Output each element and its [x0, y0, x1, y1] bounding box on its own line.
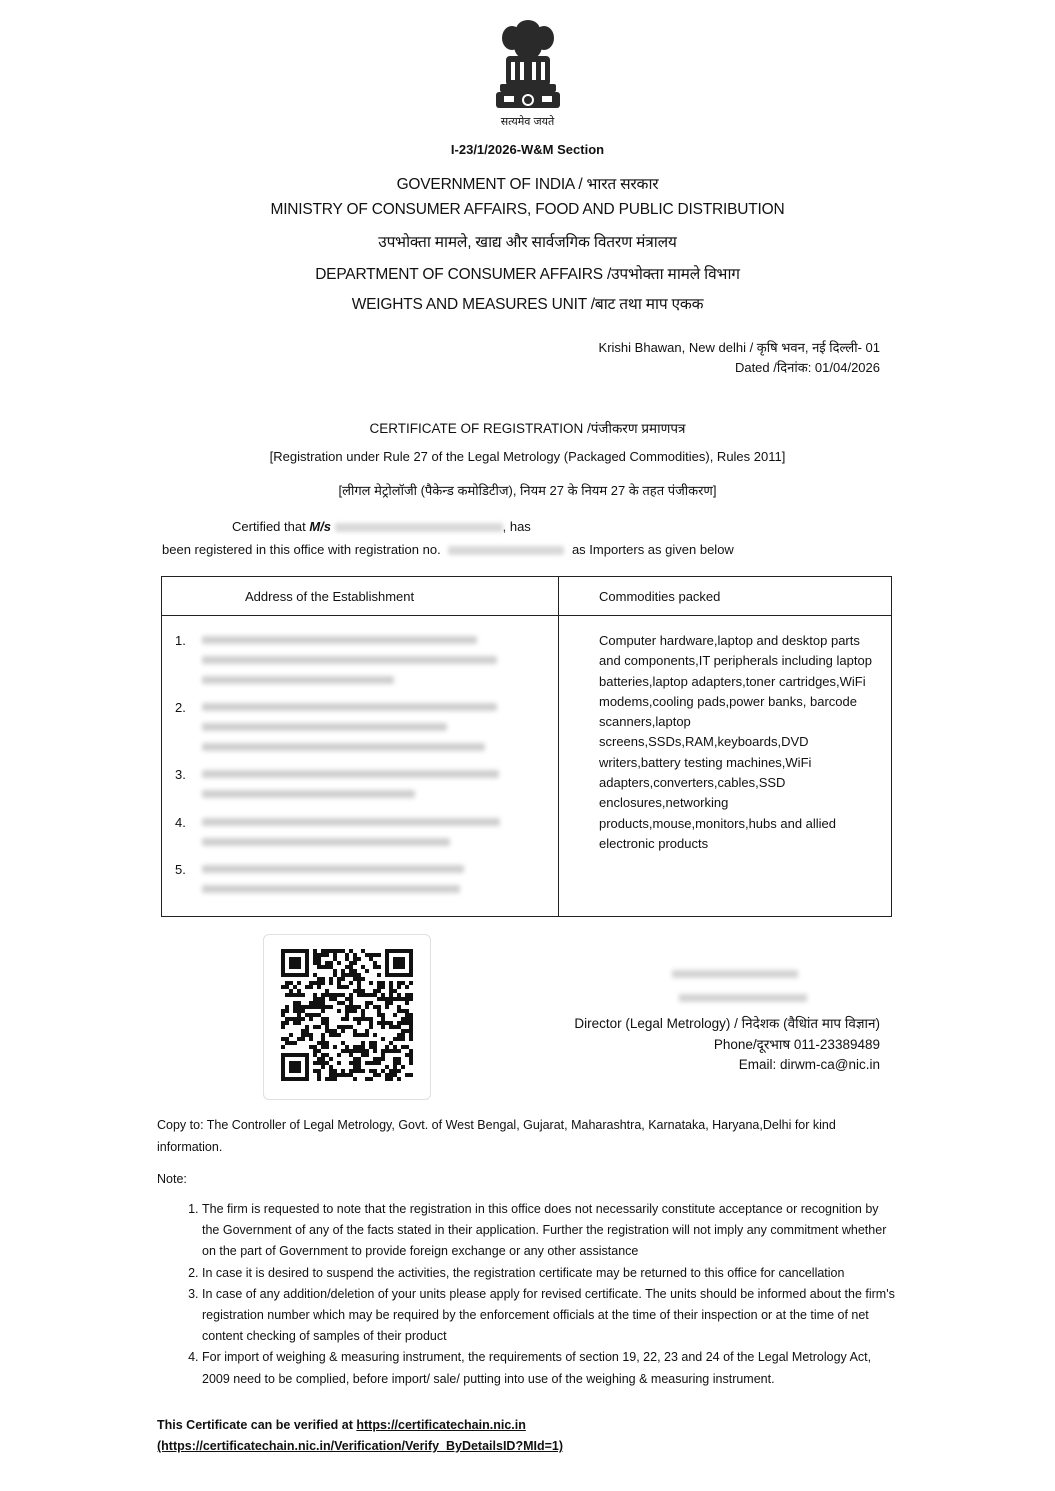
- col-header-commodities: Commodities packed: [599, 589, 721, 604]
- ms-label: M/s: [309, 519, 331, 534]
- redacted-registration-no: [448, 546, 564, 555]
- row-number: 1.: [175, 633, 186, 648]
- note-item: 4. For import of weighing & measuring instrument, the requirements of section 19, 22, 23 and 24 of the Legal Metrology Act, 2009 need to be complied, before import/ sale/ putting into use of the weighing & measuring instrument.: [202, 1347, 895, 1389]
- registered-prefix: been registered in this office with registration no.: [162, 542, 441, 557]
- header-ministry: MINISTRY OF CONSUMER AFFAIRS, FOOD AND PUBLIC DISTRIBUTION: [270, 201, 785, 218]
- note-item: 1. The firm is requested to note that the registration in this office does not necessarily constitute acceptance or recognition by the Government of any of the facts stated in their application. Further the registration will not imply any commitment whether on the part of Government to provide foreign exchange or any other assistance: [202, 1199, 895, 1263]
- header-department: DEPARTMENT OF CONSUMER AFFAIRS /उपभोक्ता मामले विभाग: [315, 266, 740, 283]
- header-government: GOVERNMENT OF INDIA / भारत सरकार: [396, 176, 659, 193]
- col-header-address: Address of the Establishment: [245, 589, 415, 604]
- copy-to: Copy to: The Controller of Legal Metrology, Govt. of West Bengal, Gujarat, Maharashtra, Karnataka, Haryana,Delhi for kind information.: [157, 1118, 836, 1154]
- qr-code-icon: [281, 949, 413, 1081]
- note-label: Note:: [157, 1172, 187, 1186]
- verify-line: [157, 1415, 877, 1457]
- signatory-designation: Director (Legal Metrology) / निदेशक (वैधिांत माप विज्ञान): [574, 1016, 880, 1031]
- row-number: 5.: [175, 862, 186, 877]
- qr-code[interactable]: [263, 934, 431, 1100]
- commodities-text: Computer hardware,laptop and desktop parts and components,IT peripherals including laptop batteries,laptop adapters,toner cartridges,WiFi modems,cooling pads,power banks, barcode scanners,laptop screens,SSDs,RAM,keyboards,DVD writers,battery testing machines,WiFi adapters,converters,cables,SSD enclosures,networking products,mouse,monitors,hubs and allied electronic products: [599, 633, 872, 851]
- header-ministry-hindi: उपभोक्ता मामले, खाद्य और सार्वजगिक वितरण मंत्रालय: [378, 234, 677, 251]
- row-number: 4.: [175, 815, 186, 830]
- notes-list: [180, 1199, 895, 1390]
- header-unit: WEIGHTS AND MEASURES UNIT /बाट तथा माप एकक: [351, 296, 704, 313]
- verify-prefix: This Certificate can be verified at: [157, 1418, 357, 1432]
- certificate-subtitle-en: [Registration under Rule 27 of the Legal Metrology (Packaged Commodities), Rules 2011]: [269, 449, 786, 464]
- signatory-email: Email: dirwm-ca@nic.in: [738, 1057, 880, 1072]
- place: Krishi Bhawan, New delhi / कृषि भवन, नई दिल्ली- 01: [598, 340, 880, 355]
- verify-link[interactable]: https://certificatechain.nic.in: [356, 1418, 526, 1432]
- note-item: 2. In case it is desired to suspend the activities, the registration certificate may be returned to this office for cancellation: [202, 1263, 895, 1284]
- verify-details-link[interactable]: (https://certificatechain.nic.in/Verification/Verify_ByDetailsID?MId=1): [157, 1439, 564, 1453]
- file-number: I-23/1/2026-W&M Section: [450, 142, 605, 157]
- certificate-subtitle-hi: [लीगल मेट्रोलॉजी (पैकेन्ड कमोडिटीज), नियम 27 के नियम 27 के तहत पंजीकरण]: [338, 483, 717, 498]
- registered-suffix: as Importers as given below: [571, 542, 734, 557]
- row-number: 2.: [175, 700, 186, 715]
- certified-prefix: Certified that: [232, 519, 310, 534]
- has-text: , has: [502, 519, 531, 534]
- redacted-firm-name: [335, 523, 503, 532]
- emblem-motto: सत्यमेव जयते: [500, 116, 555, 128]
- registered-line: [162, 542, 734, 557]
- national-emblem-icon: [490, 12, 566, 112]
- note-item: 3. In case of any addition/deletion of your units please apply for revised certificate. The units should be informed about the firm's registration number which may be required by the enforcement officials at the time of their inspection or at the time of net content checking of samples of their product: [202, 1284, 895, 1348]
- certificate-title: CERTIFICATE OF REGISTRATION /पंजीकरण प्रमाणपत्र: [369, 421, 686, 436]
- certified-line: [232, 519, 531, 534]
- redacted-signatory-name: [672, 970, 798, 978]
- signatory-phone: Phone/दूरभाष 011-23389489: [713, 1037, 880, 1052]
- date: Dated /दिनांक: 01/04/2026: [734, 360, 880, 375]
- redacted-signatory-name-hindi: [679, 994, 807, 1002]
- row-number: 3.: [175, 767, 186, 782]
- establishment-table: [161, 576, 892, 917]
